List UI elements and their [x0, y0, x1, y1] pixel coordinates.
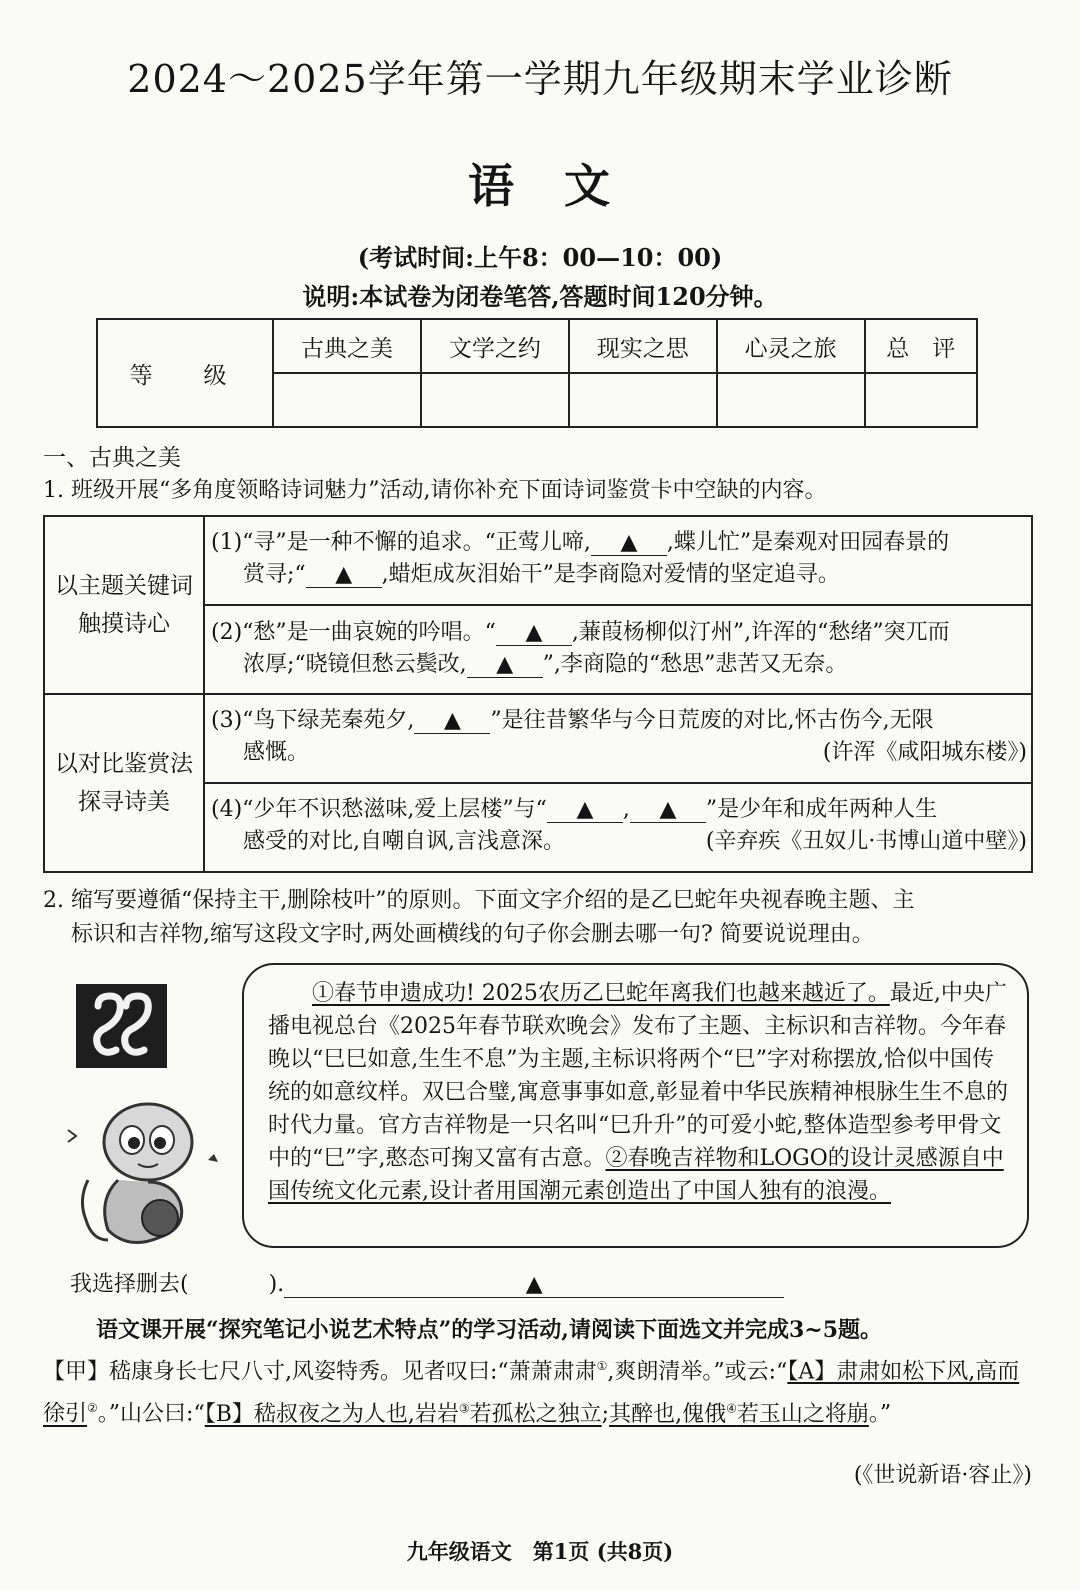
citation: (许浑《咸阳城东楼》) — [822, 740, 1027, 765]
grade-cell[interactable] — [865, 373, 978, 427]
grade-col-header: 心灵之旅 — [717, 319, 865, 373]
answer-blank[interactable]: ▲ — [306, 563, 382, 588]
card-divider — [203, 782, 1031, 784]
card-divider — [203, 604, 1031, 606]
grade-label: 等 级 — [97, 319, 273, 427]
answer-blank[interactable]: ▲ — [547, 798, 623, 823]
answer-blank[interactable]: ▲ — [496, 621, 572, 646]
answer-blank[interactable]: ▲ — [630, 798, 706, 823]
underlined-sentence-2: ②春晚吉祥物和LOGO的设计灵感源自中国传统文化元素,设计者用国潮元素创造出了中国人独有的浪漫。 — [268, 1146, 1004, 1204]
card-item-3: (3)“鸟下绿芜秦苑夕, ▲ ”是往昔繁华与今日荒废的对比,怀古伤今,无限 感慨。 (许浑《咸阳城东楼》) — [211, 705, 1027, 769]
citation: (辛弃疾《丑奴儿·书博山道中壁》) — [705, 829, 1027, 854]
reading-intro: 语文课开展“探究笔记小说艺术特点”的学习活动,请阅读下面选文并完成3~5题。 — [96, 1317, 883, 1343]
card-item-4: (4)“少年不识愁滋味,爱上层楼”与“ ▲ , ▲ ”是少年和成年两种人生 感受的对比,自嘲自讽,言浅意深。 (辛弃疾《丑奴儿·书博山道中壁》) — [211, 794, 1027, 858]
grade-col-header: 现实之思 — [569, 319, 717, 373]
snake-mascot-icon — [48, 1090, 228, 1250]
grade-col-header: 总 评 — [865, 319, 978, 373]
exam-time: (考试时间:上午8：00—10：00) — [357, 243, 723, 272]
classical-passage-jia: 【甲】嵇康身长七尺八寸,风姿特秀。见者叹曰:“萧萧肃肃①,爽朗清举。”或云:“【A】肃肃如松下风,高而徐引②。”山公曰:“【B】嵇叔夜之为人也,岩岩③若孤松之独立;其醉也,傀俄④若玉山之将崩。” — [43, 1359, 1020, 1427]
card-divider — [45, 693, 1031, 695]
page-footer: 九年级语文 第1页 (共8页) — [406, 1539, 674, 1564]
card-item-1: (1)“寻”是一种不懈的追求。“正莺儿啼, ▲ ,蝶儿忙”是秦观对田园春景的 赏寻;“ ▲ ,蜡炬成灰泪始干”是李商隐对爱情的坚定追寻。 — [211, 530, 950, 587]
mascot-illustration — [48, 1090, 228, 1250]
section-heading: 一、古典之美 — [43, 445, 181, 471]
snake-logo-icon — [76, 984, 167, 1068]
sentence-b: 【B】嵇叔夜之为人也,岩岩③若孤松之独立 — [204, 1401, 602, 1427]
answer-line: 我选择删去( ). ▲ — [70, 1268, 1030, 1302]
speech-bubble-passage: ①春节申遗成功! 2025农历乙巳蛇年离我们也越来越近了。最近,中央广播电视总台《2025年春节联欢晚会》发布了主题、主标识和吉祥物。今年春晚以“巳巳如意,生生不息”为主题,主标识将两个“巳”字对称摆放,恰似中国传统的如意纹样。双巳合璧,寓意事事如意,彰显着中华民族精神根脉生生不息的时代力量。官方吉祥物是一只名叫“巳升升”的可爱小蛇,整体造型参考甲骨文中的“巳”字,憨态可掬又富有古意。②春晚吉祥物和LOGO的设计灵感源自中国传统文化元素,设计者用国潮元素创造出了中国人独有的浪漫。 — [242, 963, 1029, 1248]
grade-col-header: 古典之美 — [273, 319, 421, 373]
answer-blank[interactable]: ▲ — [414, 709, 490, 734]
grade-col-header: 文学之约 — [421, 319, 569, 373]
sentence-a: 【A】肃肃如松下风,高而徐引 — [43, 1359, 1020, 1427]
grade-cell[interactable] — [569, 373, 717, 427]
subject-title: 语 文 — [468, 159, 612, 213]
grade-cell[interactable] — [717, 373, 865, 427]
passage-source: (《世说新语·容止》) — [853, 1463, 1032, 1488]
card-item-2: (2)“愁”是一曲哀婉的吟唱。“ ▲ ,蒹葭杨柳似汀州”,许浑的“愁绪”突兀而 浓厚;“晓镜但愁云鬓改, ▲ ”,李商隐的“愁思”悲苦又无奈。 — [211, 620, 950, 677]
answer-blank[interactable]: ▲ — [591, 531, 667, 556]
question-1-prompt: 1. 班级开展“多角度领略诗词魅力”活动,请你补充下面诗词鉴赏卡中空缺的内容。 — [43, 478, 827, 503]
poetry-appreciation-card — [43, 515, 1033, 873]
answer-blank[interactable]: ▲ — [467, 653, 543, 678]
card-group-label: 以主题关键词触摸诗心 — [55, 573, 193, 637]
exam-note: 说明:本试卷为闭卷笔答,答题时间120分钟。 — [302, 282, 778, 311]
underlined-sentence-1: ①春节申遗成功! 2025农历乙巳蛇年离我们也越来越近了。 — [312, 981, 890, 1006]
grade-cell[interactable] — [421, 373, 569, 427]
question-2-prompt: 2. 缩写要遵循“保持主干,删除枝叶”的原则。下面文字介绍的是乙巳蛇年央视春晚主题、主 标识和吉祥物,缩写这段文字时,两处画横线的句子你会删去哪一句? 简要说说理由。 — [43, 888, 915, 947]
sentence-b-continued: 其醉也,傀俄④若玉山之将崩 — [609, 1401, 869, 1427]
reason-blank[interactable]: ▲ — [284, 1273, 784, 1298]
card-group-label: 以对比鉴赏法探寻诗美 — [55, 751, 193, 815]
grade-cell[interactable] — [273, 373, 421, 427]
exam-title: 2024～2025学年第一学期九年级期末学业诊断 — [127, 57, 953, 101]
gala-logo — [76, 984, 167, 1068]
grade-table — [96, 318, 978, 428]
